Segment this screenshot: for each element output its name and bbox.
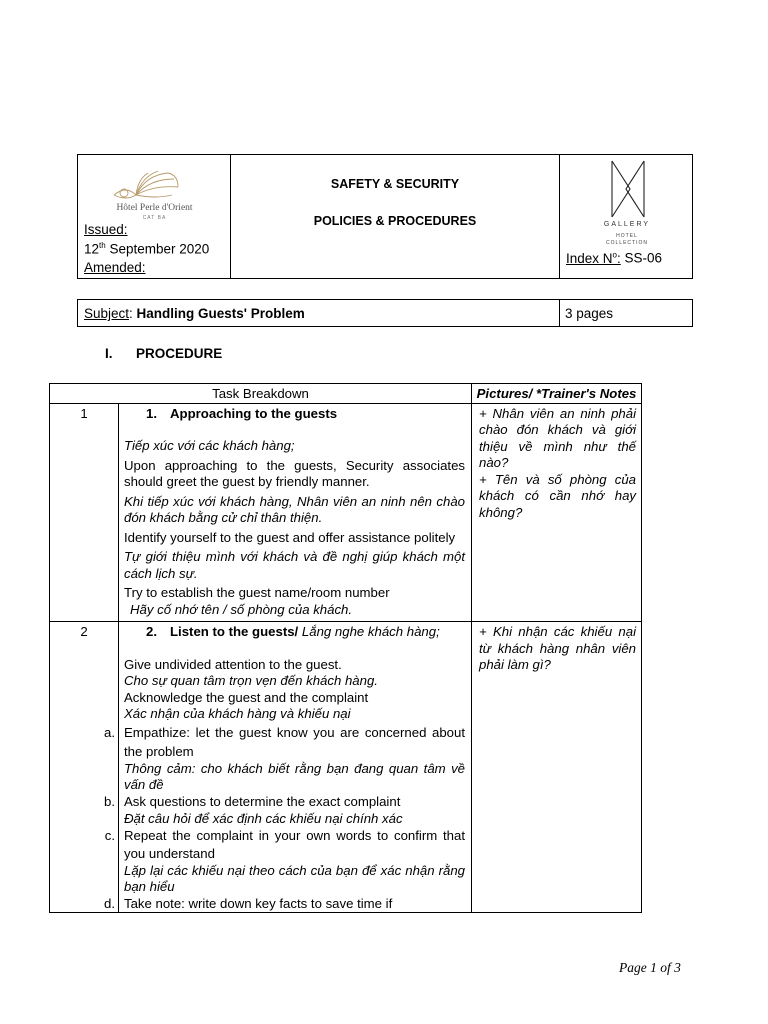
page-number: Page 1 of 3 [619,960,681,975]
header-right-cell [560,155,692,278]
task-line: Xác nhận của khách hàng và khiếu nại [124,706,351,721]
step-title: 2. Listen to the guests/ Lắng nghe khách hàng; [146,624,440,639]
row-number: 2 [50,622,119,913]
issued-label: Issued: [84,222,128,237]
task-line: Identify yourself to the guest and offer assistance politely [124,529,456,545]
trainer-note: + Nhân viên an ninh phải chào đón khách và giới thiệu về mình như thế nào? [479,405,637,470]
subject-value: Handling Guests' Problem [136,306,305,321]
table-row [50,403,642,622]
gallery-logo-sub2: COLLECTION [606,240,648,246]
index-number: Index $N^o$: SS-06 [566,250,663,266]
step-title: 1. Approaching to the guests [146,405,338,421]
subject-row [77,299,693,327]
task-line: Give undivided attention to the guest. [124,656,342,672]
task-line: Tự giới thiệu mình với khách và đề nghị giúp khách một cách lịch sự. [124,549,466,581]
document-header [77,154,693,279]
hotel-location: CAT BA [142,215,167,221]
row-number: 1 [50,403,119,622]
procedure-table [49,383,642,913]
table-row [50,622,642,913]
header-title-cell [231,155,560,278]
notes-cell [472,403,642,622]
notes-cell [472,622,642,913]
trainer-notes-header: Pictures/ *Trainer's Notes [472,384,642,404]
hotel-name: Hôtel Perle d'Orient [116,203,193,213]
task-cell [119,403,472,622]
gallery-m-logo-icon [604,157,652,229]
gallery-logo-text: GALLERY [603,221,651,228]
task-cell [104,622,472,913]
section-heading: I. PROCEDURE [105,346,223,361]
issued-date: 12th September 2020 [84,241,210,257]
header-left-cell [78,155,231,278]
task-line: Upon approaching to the guests, Security associates should greet the guest by friendly manner. [124,457,466,489]
amended-label: Amended: [84,260,146,275]
list-item: c. Repeat the complaint in your own words to confirm that you understand Lặp lại các khiếu nại theo cách của bạn để xác nhận rằng bạn hiểu [104,827,466,894]
list-item: d. Take note: write down key facts to save time if [104,895,393,911]
task-line: Tiếp xúc với các khách hàng; [124,438,295,453]
subject-cell: Subject: Handling Guests' Problem [78,300,560,326]
list-item: b. Ask questions to determine the exact complaint Đặt câu hỏi để xác định các khiếu nại chính xác [104,793,403,826]
task-line: Try to establish the guest name/room number [124,585,390,600]
document-title: SAFETY & SECURITY [330,177,460,191]
task-line: Hãy cố nhớ tên / số phòng của khách. [130,601,353,617]
table-header-row [50,384,642,404]
task-line: Acknowledge the guest and the complaint [124,689,369,705]
gallery-logo-sub1: HOTEL [616,233,638,239]
document-subtitle: POLICIES & PROCEDURES [313,214,477,228]
page-count: 3 pages [565,306,614,321]
list-item: a. Empathize: let the guest know you are concerned about the problem Thông cảm: cho khách biết rằng bạn đang quan tâm về vấn đề [104,724,466,792]
trainer-note: + Khi nhận các khiếu nại từ khách hàng nhân viên phải làm gì? [479,624,637,672]
trainer-note: + Tên và số phòng của khách có cần nhớ hay không? [479,471,637,520]
task-line: Khi tiếp xúc với khách hàng, Nhân viên an ninh nên chào đón khách bằng cử chỉ thân thiện. [124,493,466,525]
task-line: Cho sự quan tâm trọn vẹn đến khách hàng. [124,673,378,688]
task-breakdown-header: Task Breakdown [50,384,472,404]
